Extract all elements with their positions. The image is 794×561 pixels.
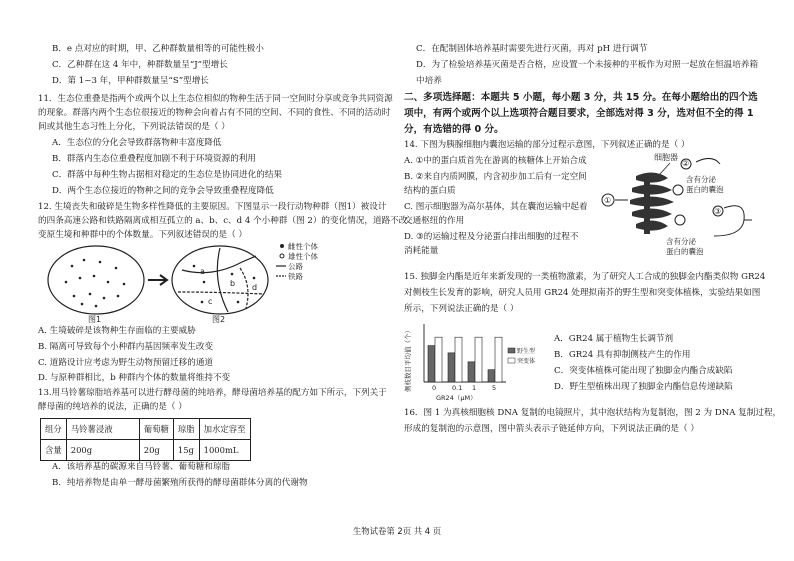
q13-option-d-2: 中培养 (416, 76, 442, 86)
section-heading-2: 项中，有两个或两个以上选项符合题目要求，全部选对得 3 分，选对但不全的得 1 (404, 108, 754, 119)
table-cell: 含量 (41, 440, 67, 461)
q11-option-b: B．群落内生态位重叠程度加剧不利于环境资源的利用 (52, 154, 256, 164)
q11-option-c: C．群落中每种生物占据相对稳定的生态位是协同进化的结果 (52, 170, 283, 180)
bar-wildtype-0 (428, 346, 435, 382)
legend-series-2: 突变体 (517, 358, 536, 365)
q13-stem-1: 13.用马铃薯琼脂培养基可以进行酵母菌的纯培养，酵母菌培养基的配方如下所示，下列关于 (38, 388, 387, 398)
q10-option-c: C．乙种群在这 4 年中，种群数量呈“J”型增长 (52, 60, 228, 70)
chart-xlabel: GR24（μM） (436, 394, 477, 402)
patch-label-a: a (200, 267, 205, 276)
number-2: ② (682, 159, 690, 168)
q10-option-b: B．e 点对应的时期，甲、乙种群数量相等的可能性极小 (52, 44, 264, 54)
q12-option-a: A. 生境破碎是该物种生存面临的主要威胁 (38, 326, 196, 336)
q13-stem-2: 酵母菌的纯培养的说法，正确的是（ ） (38, 402, 187, 412)
q11-stem-1: 11．生态位重叠是指两个或两个以上生态位相似的物种生活于同一空间时分享或竞争共同资源 (38, 94, 393, 104)
fig2-habitat (172, 246, 268, 314)
bar-mutant-2 (475, 337, 482, 382)
patch-label-b: b (230, 279, 236, 288)
table-cell: 1000mL (199, 440, 250, 461)
label-vesicle-1: 含有分泌 (686, 175, 716, 184)
label-secretory-2: 蛋白的囊泡 (666, 247, 704, 256)
table-header-cell: 加水定容至 (199, 419, 250, 440)
table-header-cell: 组分 (41, 419, 67, 440)
legend-series-1: 野生型 (517, 348, 536, 355)
q13-option-a: A．该培养基的碳源来自马铃薯、葡萄糖和琼脂 (52, 462, 231, 472)
legend-road: 公路 (288, 262, 303, 271)
number-3: ③ (714, 207, 722, 216)
figure-legend (276, 242, 318, 281)
q11-stem-3: 间或其他生态习性上分化，下列说法错误的是（ ） (38, 122, 230, 132)
q13-option-b: B．纯培养物是由单一酵母菌繁殖所获得的酵母菌群体分离的代谢物 (52, 478, 308, 488)
q15-option-d: D．野生型植株出现了独脚金内酯信息传递缺陷 (554, 382, 733, 392)
q14-option-b-1: B. ②来自内质网膜，内含初步加工后有一定空间 (404, 172, 587, 182)
bar-wildtype-1 (448, 353, 455, 382)
q12-stem-2: 的四条高速公路和铁路隔离成相互孤立的 a、b、c、d 4 个小种群（图 2）的变化情况，道路不改 (38, 216, 408, 226)
q14-option-d-1: D. ③的运输过程及分泌蛋白排出细胞的过程不 (404, 232, 579, 242)
q11-option-d: D．两个生态位接近的物种之间的竞争会导致重叠程度降低 (52, 186, 274, 196)
q15-stem-3: 所示，下列说法正确的是（ ） (404, 304, 519, 314)
patch-label-c: c (208, 297, 213, 306)
fig1-label: 图1 (88, 315, 102, 324)
table-cell: 20g (139, 440, 173, 461)
golgi-body (630, 172, 674, 234)
patch-label-d: d (252, 283, 258, 292)
number-1: ① (604, 196, 612, 205)
q10-option-d: D．第 1~3 年，甲种群数量呈“S”型增长 (52, 76, 209, 86)
legend-female: 雌性个体 (288, 242, 318, 251)
q15-option-b: B．GR24 具有抑制侧枝产生的作用 (554, 350, 691, 360)
legend-male: 雄性个体 (288, 252, 318, 261)
vesicle-diagram (596, 150, 756, 256)
fig2-label: 图2 (212, 315, 226, 324)
table-header-cell: 马铃薯浸液 (66, 419, 139, 440)
q14-option-c-1: C. 图示细胞器为高尔基体，其在囊泡运输中起着 (404, 202, 588, 212)
habitat-figure (42, 242, 342, 324)
recipe-table (40, 418, 251, 461)
q12-option-b: B. 隔离可导致每个小种群内基因频率发生改变 (38, 342, 214, 352)
fig1-habitat (48, 246, 144, 314)
gr24-bar-chart (400, 318, 542, 402)
q11-stem-2: 的现象。群落内两个生态位很接近的物种会向着占有不同的空间、不同的食性、不同的活动时 (38, 108, 391, 118)
q12-option-c: C. 道路设计应考虑为野生动物预留迁移的通道 (38, 358, 214, 368)
table-row (41, 419, 251, 440)
q15-stem-1: 15. 独脚金内酯是近年来新发现的一类植物激素，为了研究人工合成的独脚金内酯类似物 GR24 (404, 272, 766, 282)
q16-stem-1: 16．图 1 为真核细胞核 DNA 复制的电镜照片，其中泡状结构为复制泡，图 2 为 DNA 复制过程， (404, 408, 782, 418)
legend-rail: 铁路 (288, 272, 303, 281)
table-cell: 15g (173, 440, 199, 461)
x-tick-label: 0.1 (452, 384, 463, 392)
q16-stem-2: 形成的复制泡的示意图，图中箭头表示子链延伸方向，下列说法正确的是（ ） (404, 424, 699, 434)
organelle-label: 细胞器 (654, 153, 678, 162)
label-vesicle-2: 蛋白的囊泡 (686, 185, 724, 194)
section-heading-1: 二、多项选择题：本题共 5 小题，每小题 3 分，共 15 分。在每小题给出的四个选 (404, 92, 758, 103)
q14-option-a: A. ①中的蛋白质首先在游离的核糖体上开始合成 (404, 156, 587, 166)
table-cell: 200g (66, 440, 139, 461)
q15-stem-2: 对侧枝生长发育的影响，研究人员用 GR24 处理拟南芥的野生型和突变体植株，实验结果如图 (404, 288, 761, 298)
bar-mutant-3 (495, 337, 502, 382)
q12-option-d: D. 与原种群相比，b 种群内个体的数量将维持不变 (38, 373, 231, 383)
table-header-cell: 葡萄糖 (139, 419, 173, 440)
q14-option-b-2: 结构的蛋白质 (404, 186, 456, 196)
page-footer: 生物试卷第 2页 共 4 页 (352, 526, 442, 536)
x-tick-label: 0 (432, 384, 437, 392)
section-heading-3: 分，有选错的得 0 分。 (404, 124, 504, 135)
bar-mutant-0 (435, 337, 442, 382)
q15-option-a: A．GR24 属于植物生长调节剂 (554, 334, 674, 344)
q14-option-d-2: 消耗能量 (404, 246, 439, 256)
x-tick-label: 1 (472, 384, 477, 392)
q14-stem: 14. 下图为胰腺细胞内囊泡运输的部分过程示意图，下列叙述正确的是（ ） (404, 140, 690, 150)
q12-stem-3: 变原生境和种群中的个体数量。下列叙述错误的是（ ） (38, 230, 247, 240)
q15-option-c: C．突变体植株可能出现了独脚金内酯合成缺陷 (554, 366, 733, 376)
bar-mutant-1 (455, 337, 462, 382)
q12-stem-1: 12. 生境丧失和破碎是生物多样性降低的主要原因。下图显示一段行动物种群（图1）被设计 (38, 202, 387, 212)
q14-option-c-2: 交通枢纽的作用 (404, 216, 465, 226)
table-header-cell: 琼脂 (173, 419, 199, 440)
chart-ylabel: 侧枝数目平均值（个） (404, 327, 412, 392)
bar-wildtype-2 (468, 362, 475, 382)
table-row (41, 440, 251, 461)
q11-option-a: A．生态位的分化会导致群落物种丰富度降低 (52, 138, 222, 148)
bar-wildtype-3 (488, 370, 495, 382)
chart-legend (508, 347, 535, 365)
arrow-icon (148, 275, 167, 285)
q13-option-c: C．在配制固体培养基时需要先进行灭菌，再对 pH 进行调节 (416, 44, 648, 54)
q13-option-d-1: D．为了检验培养基灭菌是否合格，应设置一个未接种的平板作为对照一起放在恒温培养箱 (416, 60, 759, 70)
label-secretory-1: 含有分泌 (666, 237, 696, 246)
x-tick-label: 5 (492, 384, 497, 392)
